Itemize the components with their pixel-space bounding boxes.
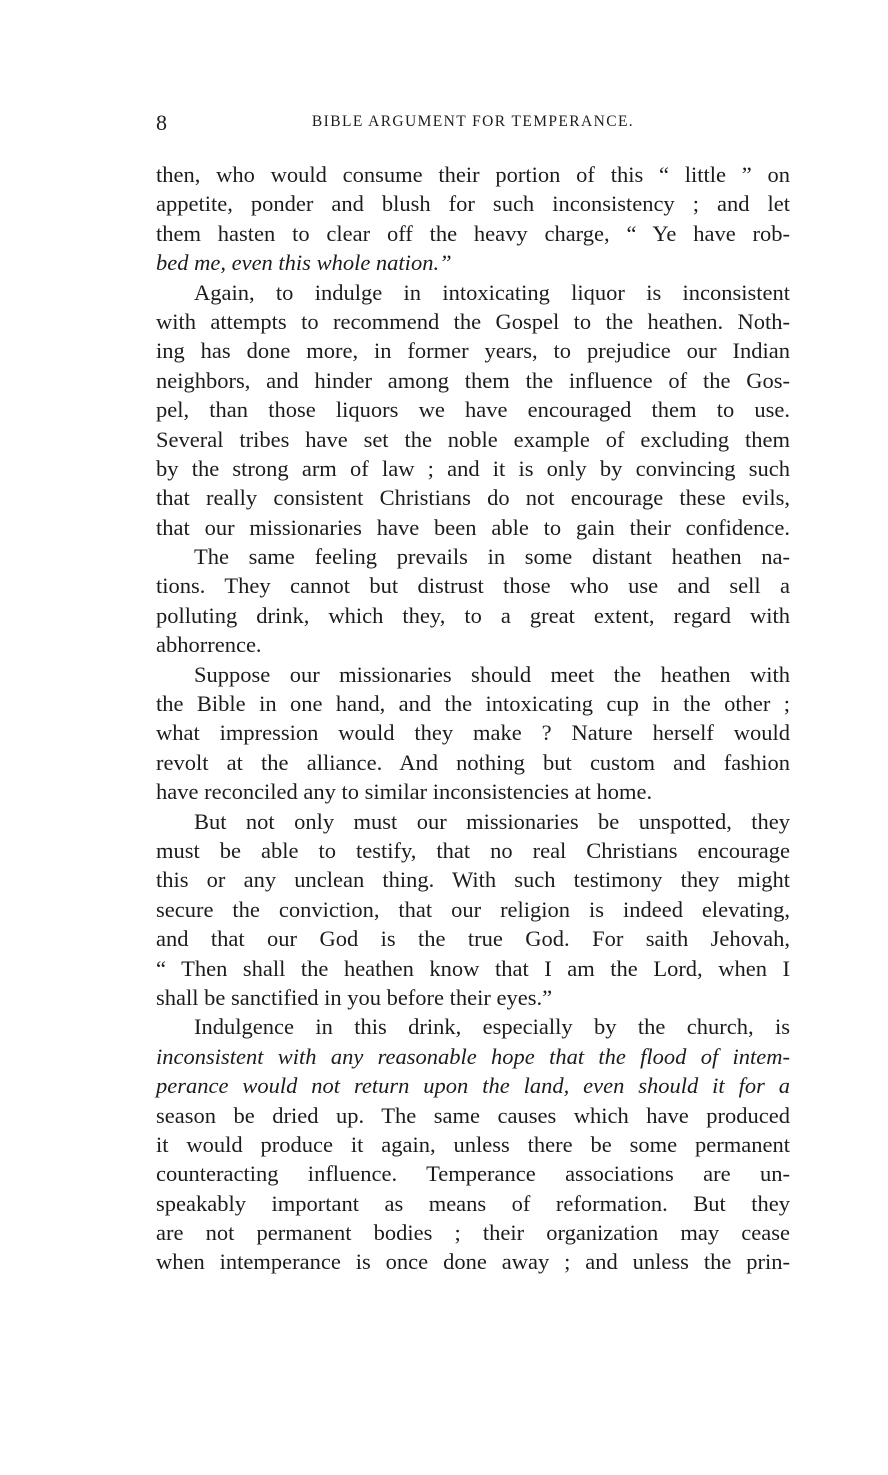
text-line: season be dried up. The same causes which have produced	[156, 1102, 790, 1128]
text-line: that our missionaries have been able to gain their confidence.	[156, 514, 790, 540]
text-line: then, who would consume their portion of this “ little ” on	[156, 162, 790, 187]
page-number: 8	[156, 110, 167, 135]
text-line: inconsistent with any reasonable hope that the flood of intem-	[156, 1043, 790, 1069]
text-line: them hasten to clear off the heavy charge, “ Ye have rob-	[156, 220, 790, 246]
text-line: secure the conviction, that our religion is indeed elevating,	[156, 896, 790, 922]
text-line: must be able to testify, that no real Christians encourage	[156, 837, 790, 863]
body-text	[156, 160, 790, 1277]
text-line: this or any unclean thing. With such testimony they might	[156, 867, 790, 893]
text-line: perance would not return upon the land, even should it for a	[156, 1073, 790, 1099]
text-line: The same feeling prevails in some distant heathen na-	[194, 544, 790, 570]
text-line: when intemperance is once done away ; and unless the prin-	[156, 1249, 790, 1275]
text-line: are not permanent bodies ; their organization may cease	[156, 1220, 790, 1246]
text-line: shall be sanctified in you before their eyes.”	[156, 984, 553, 1010]
text-line: by the strong arm of law ; and it is only by convincing such	[156, 455, 790, 481]
text-line: pel, than those liquors we have encouraged them to use.	[156, 397, 790, 423]
text-line: Several tribes have set the noble example of excluding them	[156, 426, 790, 452]
text-line: neighbors, and hinder among them the influence of the Gos-	[156, 367, 790, 393]
text-line: speakably important as means of reformation. But they	[156, 1190, 790, 1216]
text-line: that really consistent Christians do not encourage these evils,	[156, 485, 790, 511]
text-line: revolt at the alliance. And nothing but custom and fashion	[156, 749, 790, 775]
text-line: have reconciled any to similar inconsistencies at home.	[156, 779, 653, 805]
text-line: But not only must our missionaries be unspotted, they	[194, 808, 790, 834]
text-line: “ Then shall the heathen know that I am the Lord, when I	[156, 955, 790, 981]
text-line: appetite, ponder and blush for such inconsistency ; and let	[156, 191, 790, 217]
running-head-title: BIBLE ARGUMENT FOR TEMPERANCE.	[311, 113, 635, 130]
text-line: bed me, even this whole nation.”	[156, 250, 452, 276]
running-head	[156, 110, 790, 140]
text-line: Again, to indulge in intoxicating liquor is inconsistent	[194, 279, 790, 305]
text-line: ing has done more, in former years, to prejudice our Indian	[156, 338, 790, 364]
text-line: abhorrence.	[156, 632, 262, 658]
text-line: tions. They cannot but distrust those who use and sell a	[156, 573, 790, 599]
text-line: the Bible in one hand, and the intoxicating cup in the other ;	[156, 691, 790, 717]
text-line: with attempts to recommend the Gospel to the heathen. Noth-	[156, 308, 790, 334]
text-line: counteracting influence. Temperance associations are un-	[156, 1161, 790, 1187]
text-line: and that our God is the true God. For saith Jehovah,	[156, 926, 790, 952]
text-line: polluting drink, which they, to a great extent, regard with	[156, 602, 790, 628]
text-line: Indulgence in this drink, especially by the church, is	[194, 1014, 790, 1040]
text-line: Suppose our missionaries should meet the heathen with	[194, 661, 790, 687]
text-line: it would produce it again, unless there be some permanent	[156, 1131, 790, 1157]
text-line: what impression would they make ? Nature herself would	[156, 720, 790, 746]
